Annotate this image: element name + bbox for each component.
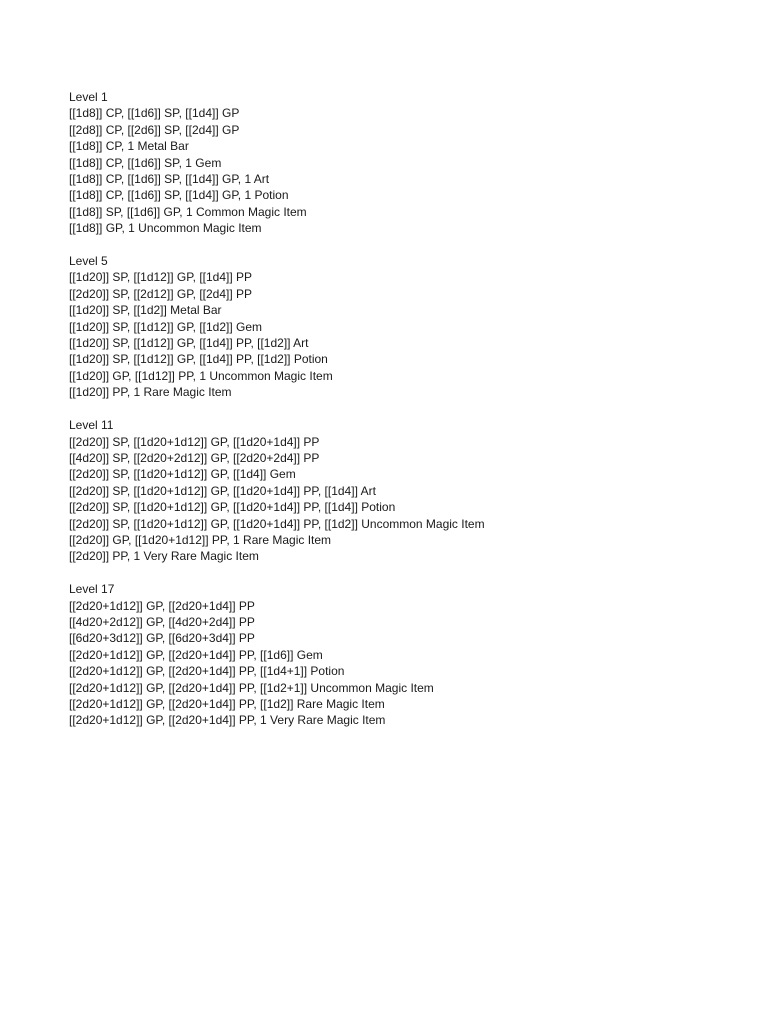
loot-line: [[2d20]] SP, [[1d20+1d12]] GP, [[1d20+1d4]] PP, [[1d2]] Uncommon Magic Item [69,516,485,531]
loot-line: [[2d20+1d12]] GP, [[2d20+1d4]] PP, [[1d2]] Rare Magic Item [69,696,385,711]
section-title: Level 5 [69,254,108,269]
document-page [69,89,749,745]
loot-line: [[1d20]] PP, 1 Rare Magic Item [69,385,232,400]
section-title: Level 11 [69,418,114,433]
section-level-5 [69,253,749,401]
loot-line: [[4d20+2d12]] GP, [[4d20+2d4]] PP [69,614,255,629]
loot-line: [[1d20]] SP, [[1d12]] GP, [[1d2]] Gem [69,319,263,334]
loot-line: [[2d20]] SP, [[1d20+1d12]] GP, [[1d20+1d4]] PP, [[1d4]] Potion [69,500,396,515]
loot-line: [[2d20]] SP, [[1d20+1d12]] GP, [[1d20+1d4]] PP [69,434,320,449]
loot-line: [[1d8]] CP, [[1d6]] SP, [[1d4]] GP, 1 Potion [69,188,289,203]
loot-line: [[2d20]] PP, 1 Very Rare Magic Item [69,549,259,564]
loot-line: [[1d20]] GP, [[1d12]] PP, 1 Uncommon Magic Item [69,368,333,383]
section-title: Level 1 [69,90,108,104]
loot-line: [[2d20+1d12]] GP, [[2d20+1d4]] PP, [[1d2+1]] Uncommon Magic Item [69,680,434,695]
loot-line: [[6d20+3d12]] GP, [[6d20+3d4]] PP [69,631,255,646]
loot-line: [[1d20]] SP, [[1d12]] GP, [[1d4]] PP [69,270,253,285]
loot-line: [[1d20]] SP, [[1d12]] GP, [[1d4]] PP, [[1d2]] Potion [69,352,328,367]
loot-line: [[2d20]] GP, [[1d20+1d12]] PP, 1 Rare Magic Item [69,532,332,547]
loot-line: [[1d8]] CP, [[1d6]] SP, [[1d4]] GP [69,106,240,121]
loot-line: [[2d20+1d12]] GP, [[2d20+1d4]] PP [69,598,255,613]
section-level-17 [69,581,749,729]
loot-line: [[2d20+1d12]] GP, [[2d20+1d4]] PP, [[1d6]] Gem [69,647,323,662]
loot-line: [[1d20]] SP, [[1d2]] Metal Bar [69,303,222,318]
loot-line: [[1d8]] CP, [[1d6]] SP, [[1d4]] GP, 1 Art [69,172,270,187]
loot-line: [[1d8]] CP, [[1d6]] SP, 1 Gem [69,155,222,170]
loot-line: [[1d8]] SP, [[1d6]] GP, 1 Common Magic Item [69,204,307,219]
loot-line: [[2d8]] CP, [[2d6]] SP, [[2d4]] GP [69,122,240,137]
loot-line: [[1d8]] GP, 1 Uncommon Magic Item [69,221,262,236]
loot-line: [[2d20]] SP, [[2d12]] GP, [[2d4]] PP [69,286,253,301]
loot-line: [[2d20]] SP, [[1d20+1d12]] GP, [[1d4]] Gem [69,467,296,482]
section-level-1 [69,89,749,237]
section-title: Level 17 [69,582,115,597]
loot-line: [[1d20]] SP, [[1d12]] GP, [[1d4]] PP, [[1d2]] Art [69,336,309,351]
loot-line: [[2d20]] SP, [[1d20+1d12]] GP, [[1d20+1d4]] PP, [[1d4]] Art [69,483,376,498]
loot-line: [[1d8]] CP, 1 Metal Bar [69,139,189,154]
section-level-11 [69,417,749,565]
loot-line: [[2d20+1d12]] GP, [[2d20+1d4]] PP, [[1d4+1]] Potion [69,664,345,679]
loot-line: [[4d20]] SP, [[2d20+2d12]] GP, [[2d20+2d4]] PP [69,450,320,465]
loot-line: [[2d20+1d12]] GP, [[2d20+1d4]] PP, 1 Very Rare Magic Item [69,713,386,728]
